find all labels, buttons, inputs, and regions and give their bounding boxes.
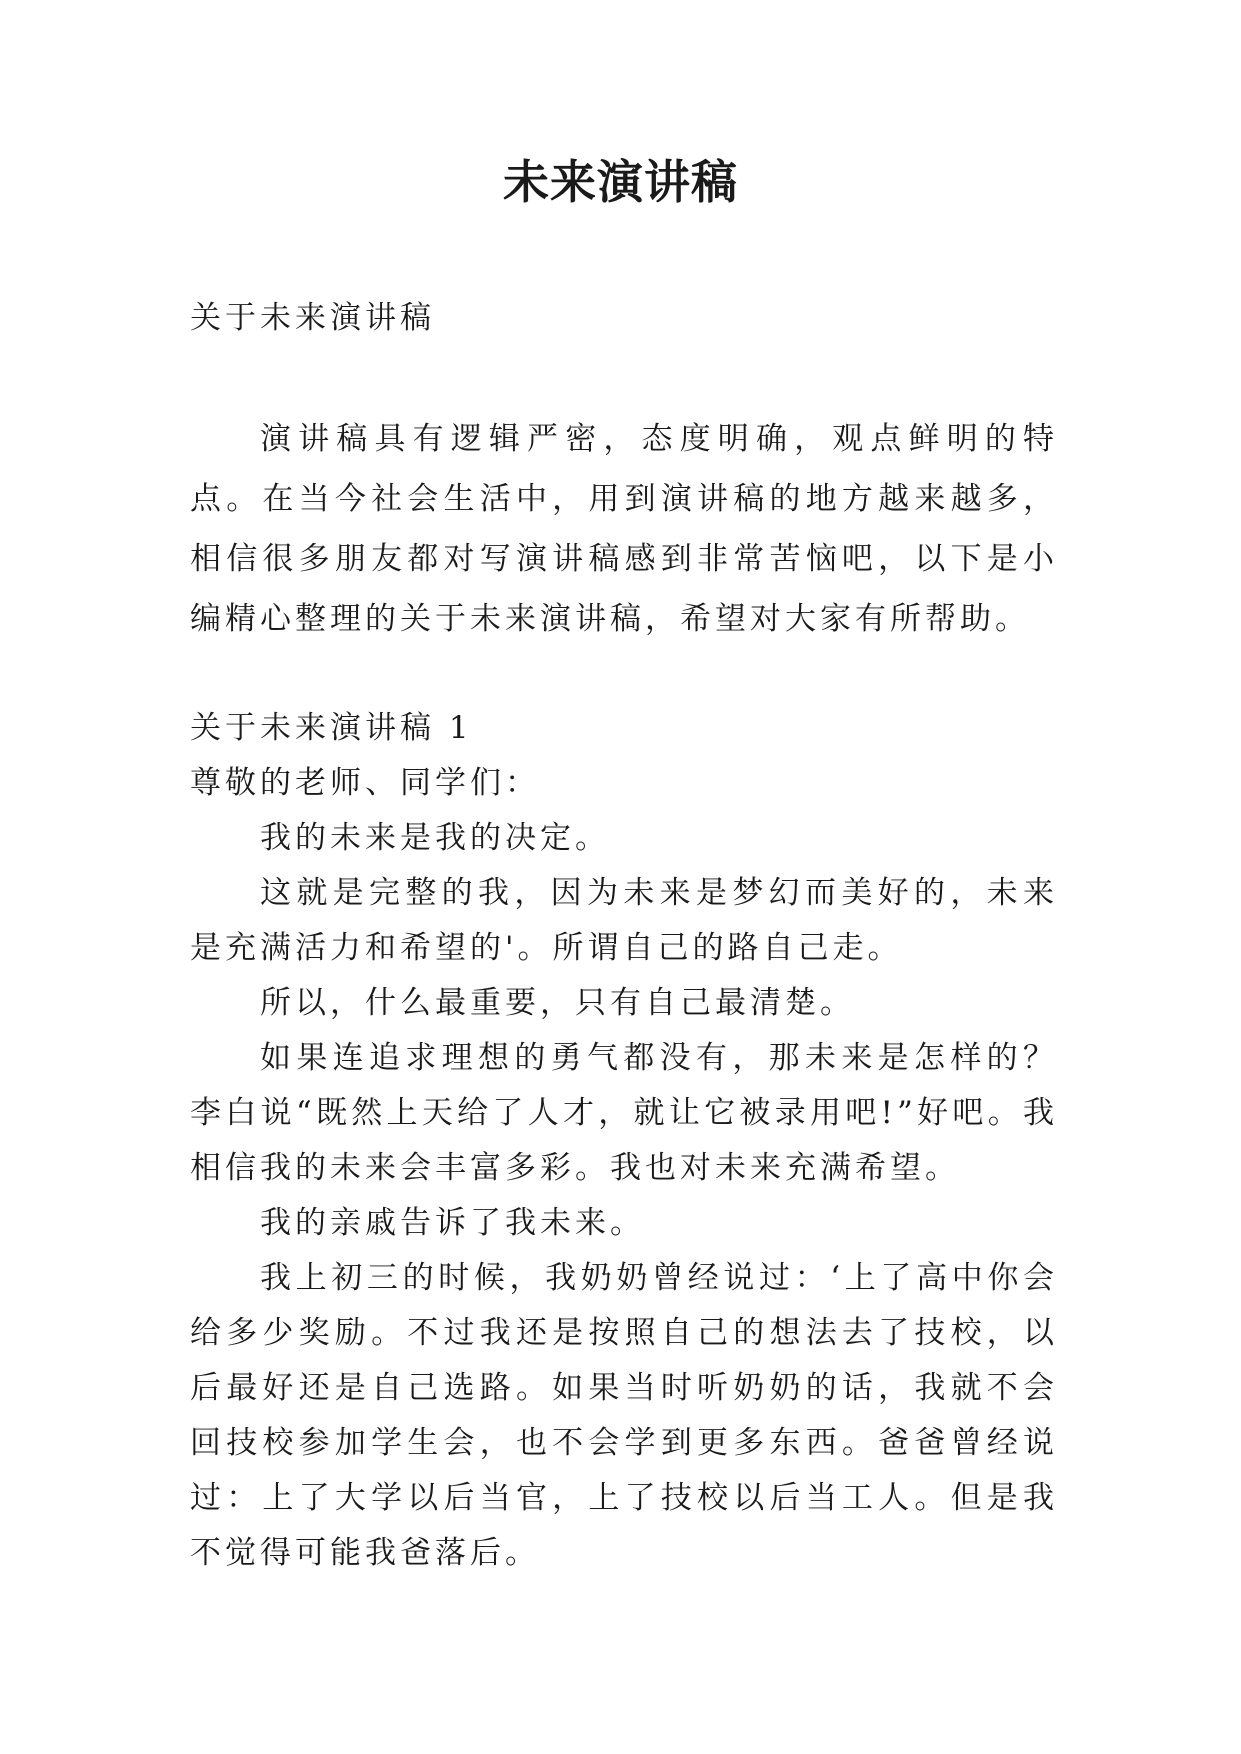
body-paragraph: 我的未来是我的决定。	[260, 820, 610, 856]
speech-content	[190, 701, 1058, 1581]
body-paragraph: 我上初三的时候，我奶奶曾经说过：‘上了高中你会给多少奖励。不过我还是按照自己的想法去了技校，以后最好还是自己选路。如果当时听奶奶的话，我就不会回技校参加学生会，也不会学到更多东西。爸爸曾经说过：上了大学以后当官，上了技校以后当工人。但是我不觉得可能我爸落后。	[190, 1260, 1058, 1571]
body-paragraph: 我的亲戚告诉了我未来。	[260, 1205, 645, 1241]
body-paragraph: 所以，什么最重要，只有自己最清楚。	[260, 985, 855, 1021]
intro-paragraph: 演讲稿具有逻辑严密，态度明确，观点鲜明的特点。在当今社会生活中，用到演讲稿的地方越来越多，相信很多朋友都对写演讲稿感到非常苦恼吧，以下是小编精心整理的关于未来演讲稿，希望对大家有所帮助。	[190, 421, 1058, 637]
body-paragraph: 如果连追求理想的勇气都没有，那未来是怎样的？李白说“既然上天给了人才，就让它被录用吧!”好吧。我相信我的未来会丰富多彩。我也对未来充满希望。	[190, 1040, 1058, 1186]
body-paragraph: 这就是完整的我，因为未来是梦幻而美好的，未来是充满活力和希望的'。所谓自己的路自己走。	[190, 875, 1058, 966]
document-subtitle: 关于未来演讲稿	[190, 300, 435, 336]
document-title: 未来演讲稿	[503, 155, 738, 209]
section-heading: 关于未来演讲稿 1	[190, 710, 473, 746]
salutation: 尊敬的老师、同学们：	[190, 765, 540, 801]
